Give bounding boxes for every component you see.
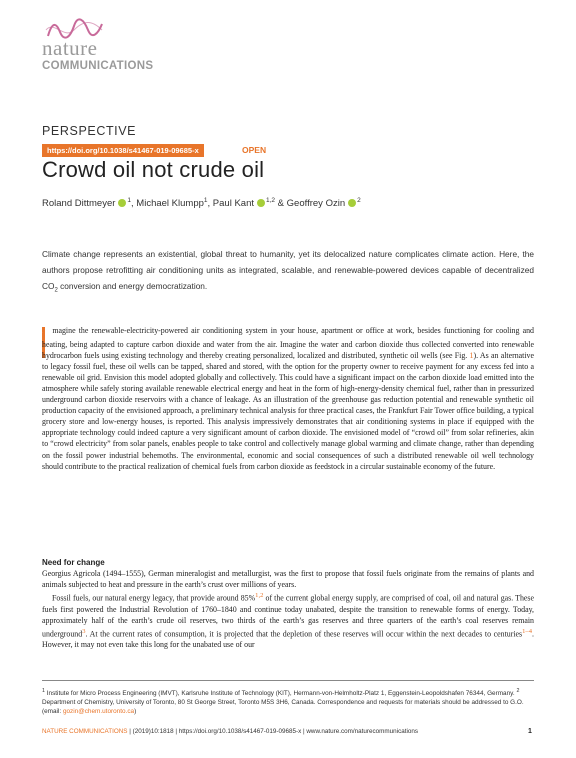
logo-communications-wordmark: COMMUNICATIONS: [42, 60, 154, 72]
author-name[interactable]: Roland Dittmeyer: [42, 198, 116, 210]
orcid-icon[interactable]: [118, 199, 126, 207]
paragraph: Georgius Agricola (1494–1555), German mineralogist and metallurgist, was the first to propose that fossil fuels originate from the remains of plants and animals subjected to heat and pressure in the earth’s crust over millions of years.: [42, 569, 534, 589]
orcid-icon[interactable]: [257, 199, 265, 207]
author-name[interactable]: Paul Kant: [212, 198, 254, 210]
author-list: Roland Dittmeyer $^1$, Michael Klumpp$^1$, Paul Kant $^{1,2}$ & Geoffrey Ozin $^2$: [42, 197, 361, 210]
citation-ref[interactable]: 1,2: [255, 592, 264, 599]
doi-link[interactable]: https://doi.org/10.1038/s41467-019-09685-x: [42, 144, 204, 157]
email-link[interactable]: gozin@chem.utoronto.ca: [62, 708, 135, 716]
author-name[interactable]: Geoffrey Ozin: [286, 198, 346, 210]
footer-citation: | (2019)10:1818 | https://doi.org/10.1038/s41467-019-09685-x | www.nature.com/naturecommunications: [127, 728, 419, 735]
section-heading: Need for change: [42, 558, 105, 567]
citation-ref[interactable]: 1–4: [522, 627, 533, 635]
article-title: Crowd oil not crude oil: [42, 157, 265, 182]
citation-ref[interactable]: 3: [82, 627, 86, 635]
logo-nature-wordmark: nature: [42, 36, 98, 60]
page-number: 1: [528, 728, 532, 735]
paragraph: Fossil fuels, our natural energy legacy, that provide around 85%$^{1,2}$ of the current global energy supply, are comprised of coal, oil and natural gas. These fuels first powered the Industrial Revolution of 1760–1840 and continue today unabated, despite the transition to renewable forms of energy. Today, approximately half of the earth’s crude oil reserves, two thirds of the earth’s gas reserves and three quarters of the earth’s coal reserves remain underground$^3$. At the current rates of consumption, it is projected that the depletion of these reserves will occur within the next decades to centuries$^{1-4}$. However, it may not even take this long for the unabated use of our: [42, 592, 534, 650]
journal-logo: [42, 18, 172, 72]
affiliations: $^1$ Institute for Micro Process Engineering (IMVT), Karlsruhe Institute of Technology (KIT), Hermann-von-Helmholtz-Platz 1, Eggenstein-Leopoldshafen 76344, Germany. $^2$ Department of Chemistry, University of Toronto, 80 St George Street, Toronto M5S 3H6, Canada. Correspondence and requests for materials should be addressed to G.O. (email: gozin@chem.utoronto.ca): [42, 688, 524, 716]
orcid-icon[interactable]: [348, 199, 356, 207]
footer-journal: NATURE COMMUNICATIONS: [42, 728, 128, 735]
section-body: [42, 568, 534, 650]
footnote-divider: [42, 680, 534, 681]
abstract: Climate change represents an existential, global threat to humanity, yet its delocalized nature complicates climate action. Here, the authors propose retrofitting air conditioning units as integrated, scalable, and renewable-powered devices capable of decentralized $CO_2$ conversion and energy democratization.: [42, 249, 534, 294]
open-access-label: OPEN: [242, 145, 267, 155]
figure-reference[interactable]: 1: [469, 351, 474, 361]
page-footer: [42, 728, 418, 735]
article-type: PERSPECTIVE: [42, 124, 137, 138]
author-name[interactable]: Michael Klumpp: [136, 198, 204, 210]
intro-paragraph: I magine the renewable-electricity-powered air conditioning system in your house, apartment or office at work, besides functioning for cooling and heating, being adapted to capture carbon dioxide and water from the air. Imagine the water and carbon dioxide thus collected converted into renewable hydrocarbon fuels using existing technology and thereby creating personalized, localized and distributed, synthetic oil wells (see Fig. 1). As an alternative to legacy fossil fuel, these oil wells can be tapped, shared and stored, with the option for the property owner to receive payment for any excess fed into a renewable oil grid. Envision this model adopted globally and collectively. This could have a significant impact on the carbon dioxide load emitted into the atmosphere while safely storing available renewable electrical energy and heat in the form of high-energy-density chemical fuel, rather than in pressurized underground carbon dioxide reservoirs with a chance of leakage. As an illustration of the greenhouse gas reduction potential and renewable synthetic oil production capacity of the envisioned approach, a preliminary technical analysis for three practical cases, the Frankfurt Fair Tower office building, a typical grocery store and low-energy houses, is reported. This analysis impressively demonstrates that air conditioning systems in place if equipped with the appropriate technology could indeed capture a very significant amount of carbon dioxide. The envisioned model of “crowd oil” from solar refineries, akin to “crowd electricity” from solar panels, enables people to take control and collectively manage global warming and climate change, rather than depending on the fossil power industrial behemoths. The environmental, economic and social consequences of such a distributed renewable oil well technology should contribute to the practical realization of chemical fuels from carbon dioxide as feedstock in a circular sustainable economy of the future.: [42, 326, 534, 471]
